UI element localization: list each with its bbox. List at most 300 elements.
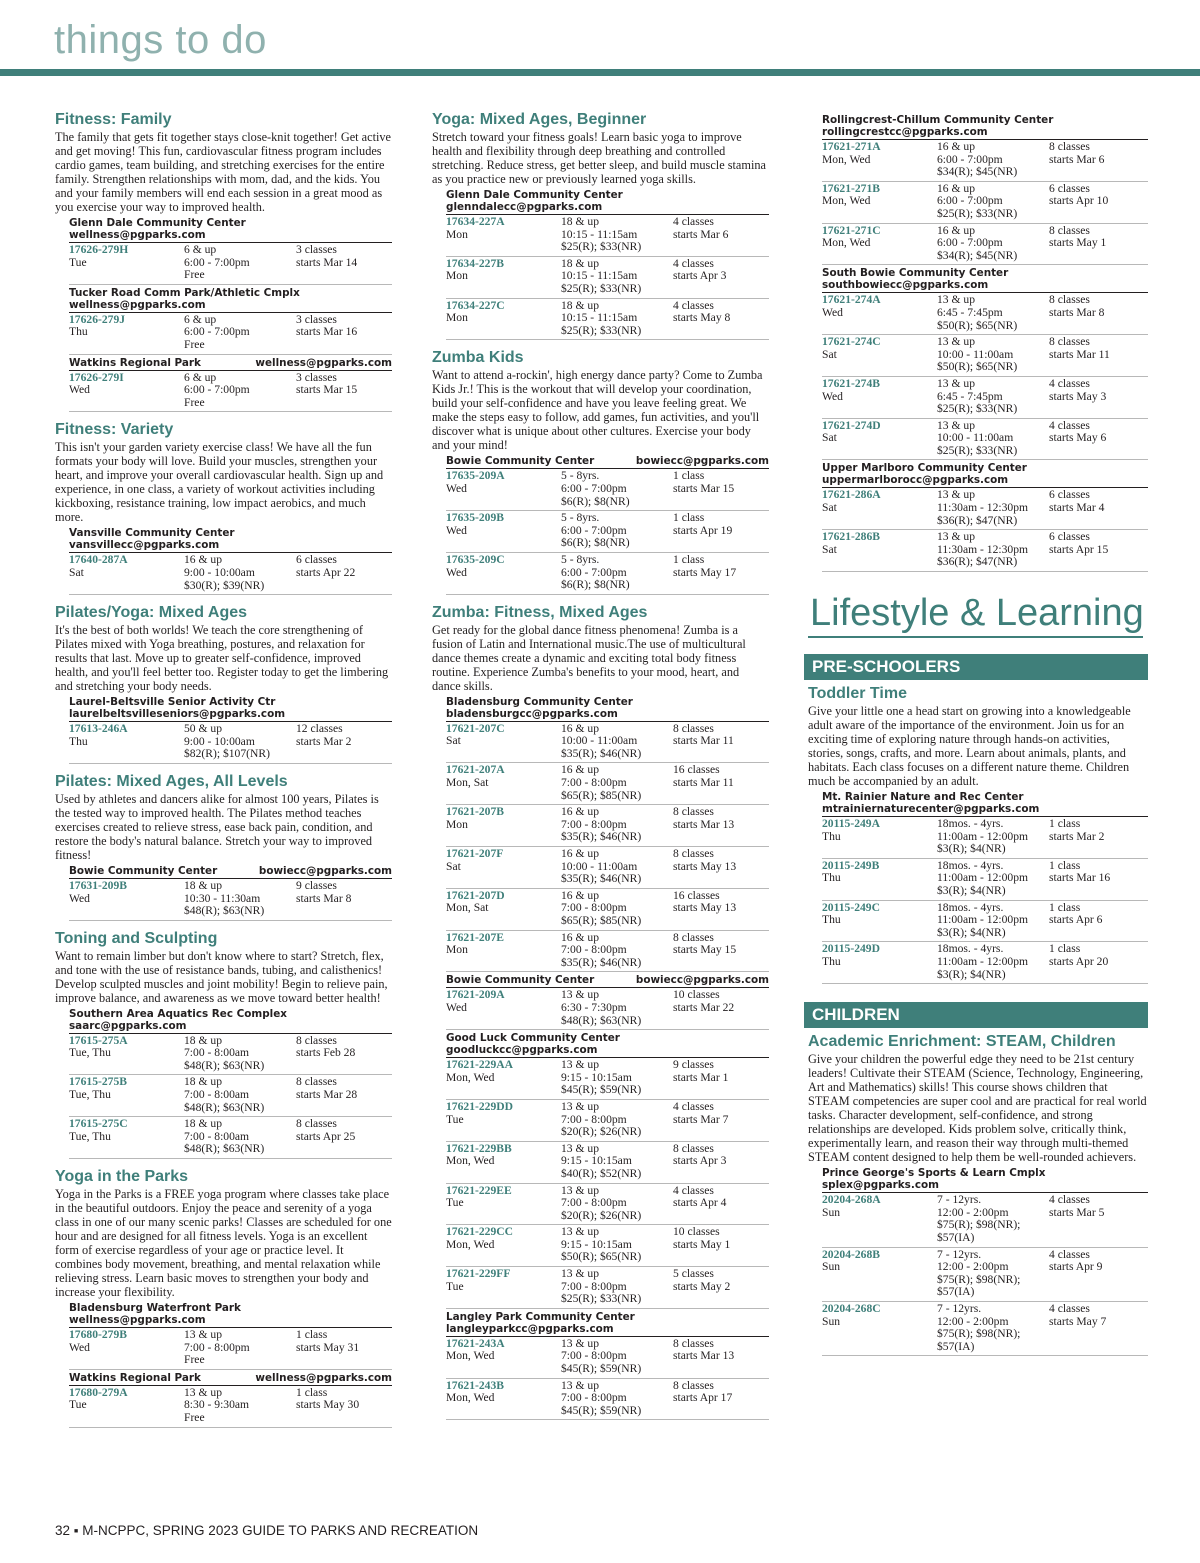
class-start: starts Mar 15 [673, 481, 735, 495]
location-email[interactable]: langleyparkcc@pgparks.com [446, 1322, 614, 1335]
class-count: 8 classes [296, 1117, 337, 1131]
location-name: Watkins Regional Park [69, 1371, 201, 1384]
class-count: 1 class [1049, 942, 1081, 956]
spacer [822, 445, 937, 458]
class-day: Mon, Sat [446, 901, 489, 915]
class-time: 7:00 - 8:00pm [184, 1340, 250, 1354]
class-start: starts May 15 [673, 943, 737, 957]
class-day: Wed [446, 565, 467, 579]
category-band-preschoolers: PRE-SCHOOLERS [804, 654, 1148, 680]
location-name: Good Luck Community Center [446, 1032, 620, 1045]
location-email[interactable]: rollingcrestcc@pgparks.com [822, 126, 988, 138]
class-fee: $25(R); $33(NR) [561, 1292, 642, 1306]
class-count: 8 classes [673, 1336, 714, 1350]
class-time: 10:15 - 11:15am [561, 227, 638, 241]
class-count: 16 classes [673, 888, 720, 902]
location-header [446, 1032, 769, 1058]
column-3 [808, 112, 1148, 1364]
class-count: 1 class [673, 469, 705, 483]
location-email[interactable]: mtrainiernaturecenter@pgparks.com [822, 803, 1040, 816]
class-age: 6 & up [184, 312, 217, 326]
class-fee: $34(R); $45(NR) [937, 165, 1018, 179]
class-time: 11:00am - 12:00pm [937, 871, 1029, 885]
class-day: Mon, Wed [822, 194, 871, 208]
page-title: things to do [54, 18, 267, 62]
class-start: starts Mar 15 [296, 383, 358, 397]
class-age: 16 & up [561, 888, 600, 902]
class-day: Thu [69, 325, 88, 339]
location-email[interactable]: southbowiecc@pgparks.com [822, 279, 989, 292]
class-row [446, 1337, 769, 1379]
class-day: Wed [446, 1000, 467, 1014]
location-email[interactable]: bowiecc@pgparks.com [258, 864, 392, 877]
spacer [673, 1015, 769, 1028]
class-day: Thu [69, 734, 88, 748]
class-row [446, 931, 769, 973]
location-name: Mt. Rainier Nature and Rec Center [822, 791, 1024, 804]
location-name: Bowie Community Center [69, 864, 218, 877]
location-email[interactable]: wellness@pgparks.com [69, 298, 206, 311]
class-code: 17621-229EE [446, 1183, 512, 1197]
class-count: 8 classes [673, 721, 714, 735]
class-row [446, 1058, 769, 1100]
class-time: 6:00 - 7:00pm [937, 194, 1003, 208]
location-email[interactable]: laurelbeltsvilleseniors@pgparks.com [69, 708, 286, 721]
program-description: Want to attend a-rockin', high energy dance party? Come to Zumba Kids Jr.! This is the workout that will develop your coordination, build your self-confidence and have you leave feeling great. We make the steps easy to follow, add games, fun activities, and you'll discover what is unique about other cultures. Exercise your body and your mind! [432, 368, 763, 453]
class-fee: $50(R); $65(NR) [937, 318, 1018, 332]
class-count: 8 classes [673, 930, 714, 944]
spacer [296, 1060, 392, 1073]
class-start: starts Apr 19 [673, 523, 733, 537]
location-name: Bowie Community Center [446, 974, 595, 987]
class-fee: $3(R); $4(NR) [937, 925, 1006, 939]
class-start: starts May 3 [1049, 389, 1107, 403]
spacer [1049, 166, 1148, 179]
spacer [673, 1293, 769, 1306]
class-code: 20115-249D [822, 942, 880, 956]
class-age: 13 & up [937, 418, 976, 432]
class-time: 12:00 - 2:00pm [937, 1260, 1009, 1274]
program-title: Pilates/Yoga: Mixed Ages [55, 604, 248, 622]
class-fee: Free [184, 1353, 205, 1367]
class-time: 7:00 - 8:00pm [561, 817, 627, 831]
class-count: 10 classes [673, 1225, 720, 1239]
spacer [673, 1084, 769, 1097]
class-code: 17621-229CC [446, 1225, 513, 1239]
location-email[interactable]: wellness@pgparks.com [69, 229, 206, 241]
class-count: 6 classes [1049, 181, 1090, 195]
class-count: 4 classes [673, 256, 714, 270]
class-day: Mon, Wed [446, 1070, 495, 1084]
class-fee: $3(R); $4(NR) [937, 967, 1006, 981]
spacer [296, 397, 392, 410]
class-day: Tue [446, 1279, 464, 1293]
class-day: Thu [822, 829, 841, 843]
location-header [69, 865, 392, 879]
class-code: 17621-274B [822, 376, 880, 390]
class-day: Thu [822, 913, 841, 927]
class-row [69, 313, 392, 355]
class-row [822, 817, 1148, 859]
class-count: 1 class [673, 552, 705, 566]
class-day: Thu [822, 954, 841, 968]
location-email[interactable]: uppermarlborocc@pgparks.com [822, 474, 1009, 487]
class-count: 4 classes [673, 1099, 714, 1113]
spacer [446, 790, 561, 803]
class-start: starts Mar 22 [673, 1000, 735, 1014]
class-age: 13 & up [184, 1385, 223, 1399]
class-day: Tue, Thu [69, 1088, 111, 1102]
class-age: 13 & up [561, 1225, 600, 1239]
program-title: Pilates: Mixed Ages, All Levels [55, 772, 288, 790]
class-age: 13 & up [561, 1141, 600, 1155]
class-row [822, 901, 1148, 943]
class-code: 17615-275B [69, 1075, 127, 1089]
program-description: Yoga in the Parks is a FREE yoga program where classes take place in the beautiful outdoors. Enjoy the peace and serenity of a yoga class in one of our many scenic parks! Classes are scheduled for one hour and are designed for all fitness levels. Yoga is an excellent form of exercise regardless of your age or practice level. It combines body movement, breathing, and mental relaxation while relieving stress. Learn basic moves to strengthen your body and increase your flexibility. [55, 1187, 392, 1300]
class-code: 17621-229DD [446, 1099, 513, 1113]
location-header [822, 791, 1148, 817]
class-fee: $25(R); $33(NR) [937, 443, 1018, 457]
class-start: starts Mar 28 [296, 1088, 358, 1102]
class-count: 1 class [296, 1328, 328, 1342]
class-age: 16 & up [561, 847, 600, 861]
class-row [69, 879, 392, 921]
class-age: 13 & up [561, 1336, 600, 1350]
location-name: Upper Marlboro Community Center [822, 462, 1027, 475]
spacer [69, 580, 184, 593]
location-email[interactable]: bowiecc@pgparks.com [635, 455, 769, 468]
class-age: 18 & up [184, 878, 223, 892]
class-age: 16 & up [561, 930, 600, 944]
class-day: Mon, Wed [446, 1237, 495, 1251]
program-title: Fitness: Variety [55, 421, 174, 439]
class-fee: $6(R); $8(NR) [561, 536, 630, 550]
location-header [822, 114, 1148, 140]
spacer [673, 537, 769, 550]
class-code: 17626-279J [69, 312, 126, 326]
spacer [673, 915, 769, 928]
program-title: Zumba: Fitness, Mixed Ages [432, 603, 648, 621]
location-name: Rollingcrest-Chillum Community Center [822, 114, 1054, 126]
class-fee: $35(R); $46(NR) [561, 746, 642, 760]
spacer [296, 339, 392, 352]
class-time: 7:00 - 8:00pm [561, 1349, 627, 1363]
class-row [822, 335, 1148, 377]
class-age: 16 & up [561, 763, 600, 777]
class-code: 17634-227A [446, 215, 505, 228]
class-fee: $20(R); $26(NR) [561, 1125, 642, 1139]
class-code: 17621-274C [822, 335, 881, 349]
class-time: 7:00 - 8:00pm [561, 943, 627, 957]
class-start: starts Apr 3 [673, 1154, 727, 1168]
location-email[interactable]: bowiecc@pgparks.com [635, 974, 769, 987]
class-count: 6 classes [1049, 488, 1090, 502]
class-day: Mon, Wed [446, 1154, 495, 1168]
class-fee: $35(R); $46(NR) [561, 872, 642, 886]
spacer [673, 873, 769, 886]
class-code: 17621-229AA [446, 1058, 513, 1072]
class-age: 13 & up [937, 530, 976, 544]
class-code: 17621-271A [822, 140, 881, 153]
spacer [1049, 885, 1148, 898]
class-code: 17621-271C [822, 223, 881, 237]
program-section [808, 684, 1148, 984]
column-1 [55, 110, 392, 1436]
class-row [446, 1225, 769, 1267]
location-header [69, 357, 392, 371]
class-row [446, 722, 769, 764]
class-day: Sun [822, 1314, 841, 1328]
location-header [822, 267, 1148, 293]
location-email[interactable]: glenndalecc@pgparks.com [446, 201, 603, 213]
class-day: Tue [69, 1398, 87, 1412]
program-description: The family that gets fit together stays close-knit together! Get active and get moving! This fun, cardiovascular fitness program includes cardio games, team building, and stretching exercises for the entire family. Strengthen relationships with mom, dad, and the kids. You and your family members will end each session in a great mood as you exercise your way to improved health. [55, 130, 392, 214]
class-time: 12:00 - 2:00pm [937, 1205, 1009, 1219]
class-age: 13 & up [184, 1328, 223, 1342]
class-fee: $45(R); $59(NR) [561, 1083, 642, 1097]
class-day: Tue [69, 255, 87, 269]
class-count: 4 classes [1049, 1301, 1090, 1315]
location-name: Tucker Road Comm Park/Athletic Cmplx [69, 286, 300, 299]
class-time: 7:00 - 8:00pm [561, 1391, 627, 1405]
class-row [822, 293, 1148, 335]
class-row [822, 224, 1148, 266]
class-start: starts Apr 25 [296, 1129, 356, 1143]
class-age: 16 & up [184, 553, 223, 567]
spacer [446, 957, 561, 970]
class-code: 17680-279B [69, 1328, 127, 1342]
class-day: Thu [822, 871, 841, 885]
class-row [446, 1184, 769, 1226]
spacer [822, 843, 937, 856]
class-code: 17621-207E [446, 930, 504, 944]
class-age: 13 & up [937, 335, 976, 349]
class-time: 7:00 - 8:00pm [561, 901, 627, 915]
class-fee: $25(R); $33(NR) [561, 240, 642, 254]
class-fee: $75(R); $98(NR); $57(IA) [937, 1272, 1021, 1299]
program-section [808, 1032, 1148, 1356]
class-day: Mon, Sat [446, 776, 489, 790]
spacer [1049, 927, 1148, 940]
class-age: 6 & up [184, 243, 217, 256]
class-count: 8 classes [673, 1141, 714, 1155]
class-age: 16 & up [937, 223, 976, 237]
class-row [69, 1075, 392, 1117]
page-footer: 32 ▪ M-NCPPC, SPRING 2023 GUIDE TO PARKS AND RECREATION [55, 1523, 479, 1538]
class-code: 20115-249B [822, 858, 880, 872]
class-start: starts May 13 [673, 901, 737, 915]
spacer [69, 1060, 184, 1073]
class-row [446, 1142, 769, 1184]
location-header [69, 696, 392, 722]
spacer [673, 1210, 769, 1223]
class-time: 7:00 - 8:00am [184, 1088, 250, 1102]
program-description: Want to remain limber but don't know where to start? Stretch, flex, and tone with the use of resistance bands, tubing, and calisthenics! Develop sculpted muscles and joint mobility! Begin to relieve pain, improve balance, and awareness as we move toward better health! [55, 948, 388, 1005]
spacer [446, 325, 561, 338]
class-fee: $25(R); $33(NR) [561, 281, 642, 295]
program-section [55, 929, 392, 1159]
class-time: 12:00 - 2:00pm [937, 1314, 1009, 1328]
class-row [822, 182, 1148, 224]
spacer [296, 269, 392, 282]
location-name: Langley Park Community Center [446, 1310, 635, 1323]
class-row [446, 469, 769, 511]
spacer [1049, 843, 1148, 856]
location-email[interactable]: wellness@pgparks.com [255, 1371, 392, 1384]
class-row [822, 1302, 1148, 1356]
class-code: 17621-274D [822, 418, 881, 432]
class-day: Mon, Wed [446, 1391, 495, 1405]
class-fee: Free [184, 268, 205, 282]
class-fee: $30(R); $39(NR) [184, 578, 265, 592]
class-fee: $48(R); $63(NR) [184, 1058, 265, 1072]
class-start: starts May 1 [673, 1237, 731, 1251]
spacer [822, 250, 937, 263]
spacer [673, 1126, 769, 1139]
class-day: Mon [446, 269, 468, 283]
spacer [446, 1168, 561, 1181]
location-email[interactable]: wellness@pgparks.com [255, 356, 392, 369]
program-title: Fitness: Family [55, 111, 172, 128]
class-time: 9:15 - 10:15am [561, 1070, 632, 1084]
class-start: starts Mar 11 [1049, 347, 1110, 361]
spacer [822, 515, 937, 528]
class-row [69, 553, 392, 595]
class-start: starts Mar 1 [673, 1070, 729, 1084]
class-fee: $48(R); $63(NR) [561, 1013, 642, 1027]
location-header [822, 462, 1148, 488]
spacer [1049, 1219, 1148, 1244]
class-fee: $65(R); $85(NR) [561, 914, 642, 927]
class-fee: Free [184, 395, 205, 409]
location-name: Glenn Dale Community Center [69, 217, 246, 229]
class-age: 7 - 12yrs. [937, 1193, 982, 1207]
class-row [822, 377, 1148, 419]
spacer [69, 1354, 184, 1367]
location-name: Bowie Community Center [446, 455, 595, 468]
class-day: Sat [69, 565, 84, 579]
location-name: Bladensburg Community Center [446, 695, 633, 708]
class-count: 9 classes [296, 878, 337, 892]
class-time: 6:45 - 7:45pm [937, 389, 1003, 403]
class-age: 16 & up [561, 721, 600, 735]
class-time: 6:00 - 7:00pm [184, 325, 250, 339]
spacer [673, 1251, 769, 1264]
class-day: Sat [822, 431, 837, 445]
location-email[interactable]: saarc@pgparks.com [69, 1019, 187, 1032]
spacer [446, 915, 561, 928]
spacer [69, 1143, 184, 1156]
class-start: starts Mar 8 [296, 891, 352, 905]
class-code: 17680-279A [69, 1385, 128, 1399]
class-age: 16 & up [561, 805, 600, 819]
class-time: 11:30am - 12:30pm [937, 501, 1029, 515]
class-start: starts May 31 [296, 1340, 360, 1354]
spacer [822, 166, 937, 179]
class-count: 5 classes [673, 1267, 714, 1281]
location-email[interactable]: goodluckcc@pgparks.com [446, 1044, 598, 1057]
spacer [296, 1143, 392, 1156]
class-age: 6 & up [184, 370, 217, 384]
class-row [69, 371, 392, 413]
spacer [69, 1412, 184, 1425]
class-code: 20204-268B [822, 1247, 880, 1261]
class-time: 7:00 - 8:00pm [561, 1279, 627, 1293]
class-start: starts Mar 6 [1049, 152, 1105, 166]
spacer [822, 1274, 937, 1299]
class-start: starts Apr 20 [1049, 954, 1109, 968]
class-time: 11:30am - 12:30pm [937, 542, 1029, 556]
class-start: starts Apr 17 [673, 1391, 733, 1405]
location-email[interactable]: splex@pgparks.com [822, 1179, 939, 1192]
class-time: 7:00 - 8:00pm [561, 776, 627, 790]
location-name: Watkins Regional Park [69, 356, 201, 369]
location-header [446, 696, 769, 722]
class-time: 7:00 - 8:00am [184, 1129, 250, 1143]
class-fee: $75(R); $98(NR); $57(IA) [937, 1218, 1021, 1244]
class-fee: $48(R); $63(NR) [184, 1100, 265, 1114]
page-header [0, 0, 1200, 78]
class-fee: $65(R); $85(NR) [561, 788, 642, 802]
class-fee: $25(R); $33(NR) [561, 323, 642, 337]
spacer [296, 1412, 392, 1425]
spacer [69, 339, 184, 352]
spacer [822, 361, 937, 374]
spacer [69, 748, 184, 761]
class-age: 18 & up [184, 1075, 223, 1089]
class-start: starts May 8 [673, 311, 731, 325]
class-code: 20204-268A [822, 1193, 881, 1207]
spacer [822, 1328, 937, 1353]
class-start: starts Apr 10 [1049, 194, 1109, 208]
class-code: 17634-227B [446, 256, 504, 270]
class-fee: $45(R); $59(NR) [561, 1403, 642, 1417]
spacer [822, 320, 937, 333]
location-email[interactable]: vansvillecc@pgparks.com [69, 539, 220, 552]
spacer [673, 1168, 769, 1181]
class-row [446, 1379, 769, 1421]
class-start: starts Feb 28 [296, 1046, 356, 1060]
class-day: Sat [822, 542, 837, 556]
spacer [673, 790, 769, 803]
class-start: starts Mar 6 [673, 227, 729, 241]
class-code: 17621-274A [822, 293, 881, 307]
class-row [446, 257, 769, 299]
location-email[interactable]: wellness@pgparks.com [69, 1314, 206, 1327]
spacer [69, 1102, 184, 1115]
class-count: 4 classes [1049, 1247, 1090, 1261]
class-time: 6:00 - 7:00pm [184, 255, 250, 269]
class-time: 6:00 - 7:00pm [561, 481, 627, 495]
class-code: 20204-268C [822, 1301, 881, 1315]
class-time: 10:15 - 11:15am [561, 311, 638, 325]
class-day: Wed [446, 481, 467, 495]
class-fee: $34(R); $45(NR) [937, 248, 1018, 262]
class-row [822, 140, 1148, 182]
class-count: 3 classes [296, 243, 337, 256]
class-day: Mon [446, 943, 468, 957]
class-time: 10:15 - 11:15am [561, 269, 638, 283]
location-email[interactable]: bladensburgcc@pgparks.com [446, 707, 618, 720]
class-row [446, 215, 769, 257]
program-section [55, 772, 392, 921]
column-2 [432, 110, 769, 1428]
class-count: 3 classes [296, 312, 337, 326]
class-age: 18mos. - 4yrs. [937, 942, 1004, 956]
class-code: 17621-209A [446, 988, 505, 1002]
class-row [822, 1193, 1148, 1247]
class-age: 13 & up [561, 1378, 600, 1392]
